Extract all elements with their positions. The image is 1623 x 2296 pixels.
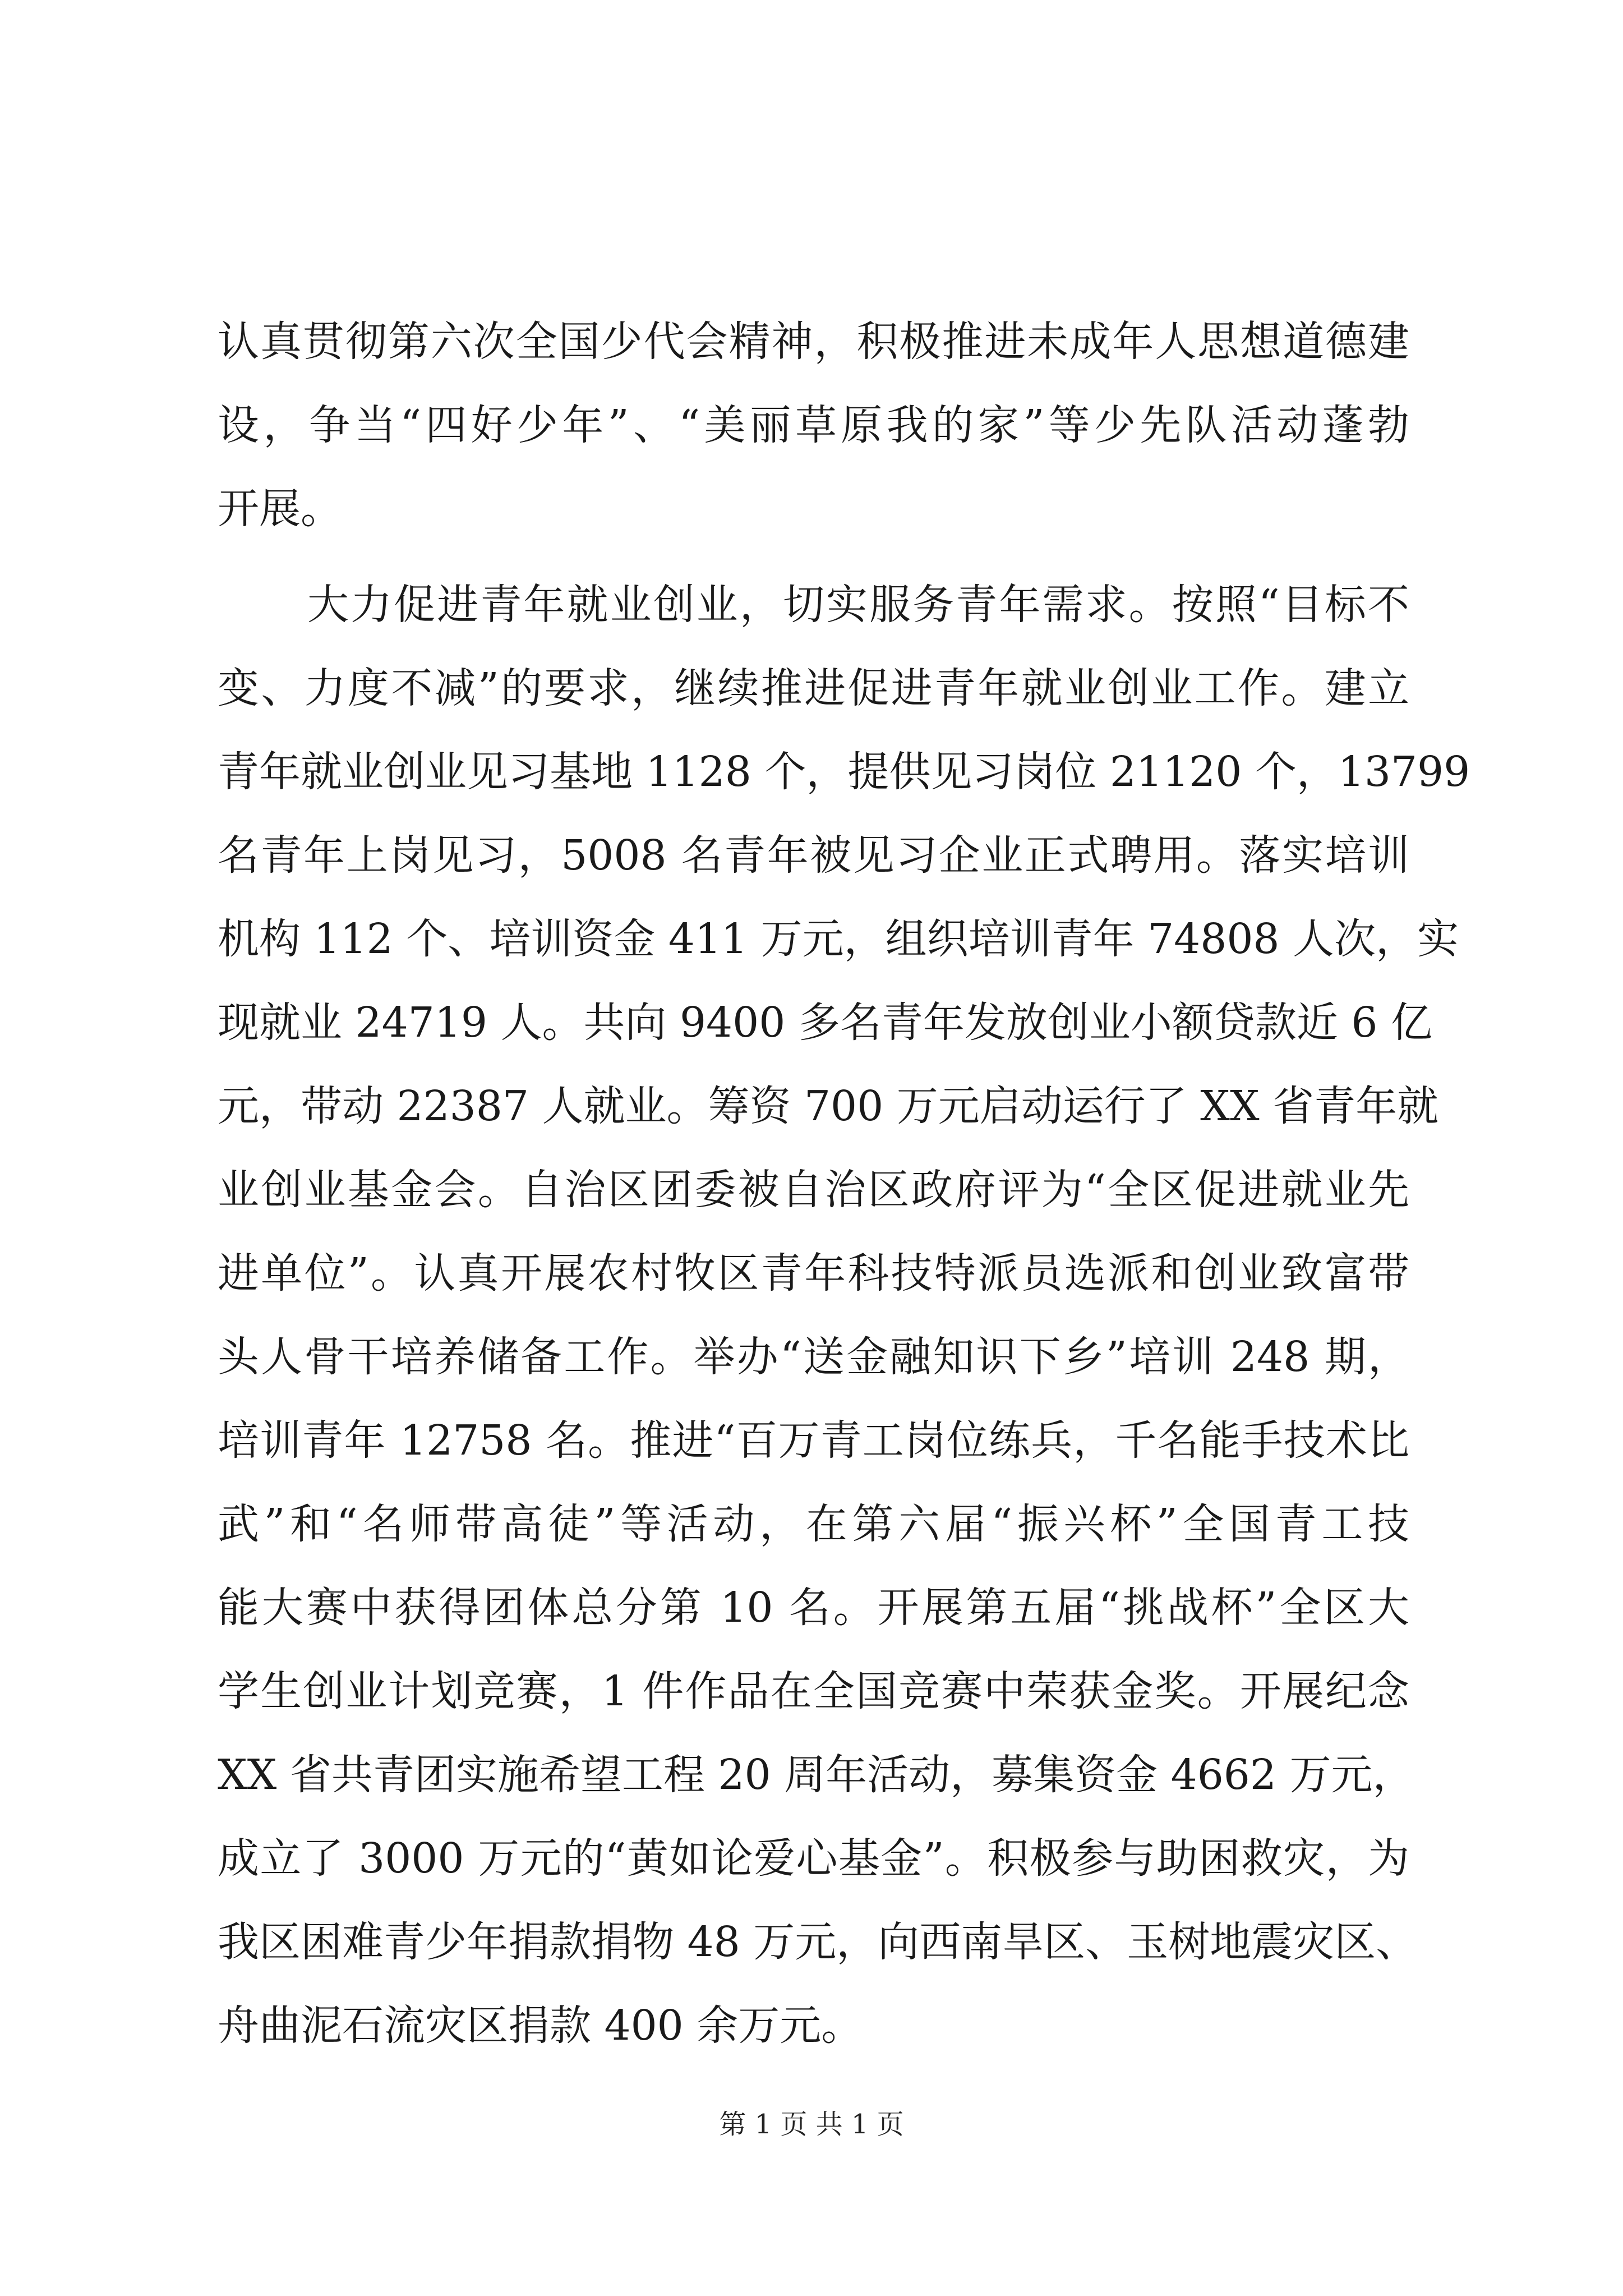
text-line: 头人骨干培养储备工作。举办“送金融知识下乡”培训 248 期， [218, 1333, 1409, 1381]
text-line: 现就业 24719 人。共向 9400 多名青年发放创业小额贷款近 6 亿 [218, 999, 1432, 1047]
text-line: 开展。 [218, 485, 342, 533]
text-line: XX 省共青团实施希望工程 20 周年活动，募集资金 4662 万元， [218, 1751, 1414, 1799]
text-line: 认真贯彻第六次全国少代会精神，积极推进未成年人思想道德建 [218, 318, 1409, 366]
text-line: 名青年上岗见习，5008 名青年被见习企业正式聘用。落实培训 [218, 831, 1409, 880]
text-line: 业创业基金会。自治区团委被自治区政府评为“全区促进就业先 [218, 1166, 1409, 1214]
text-line: 机构 112 个、培训资金 411 万元，组织培训青年 74808 人次，实 [218, 915, 1459, 963]
text-line: 变、力度不减”的要求，继续推进促进青年就业创业工作。建立 [218, 664, 1409, 712]
text-line: 学生创业计划竞赛，1 件作品在全国竞赛中荣获金奖。开展纪念 [218, 1667, 1409, 1715]
paragraph-gap [218, 551, 1409, 563]
text-line: 设，争当“四好少年”、“美丽草原我的家”等少先队活动蓬勃 [218, 401, 1409, 449]
text-line: 能大赛中获得团体总分第 10 名。开展第五届“挑战杯”全区大 [218, 1584, 1409, 1632]
text-line: 培训青年 12758 名。推进“百万青工岗位练兵，千名能手技术比 [218, 1416, 1409, 1465]
document-body [218, 300, 1470, 2068]
text-line: 武”和“名师带高徒”等活动，在第六届“振兴杯”全国青工技 [218, 1500, 1409, 1548]
paragraph-1 [218, 300, 1409, 551]
text-line: 我区困难青少年捐款捐物 48 万元，向西南旱区、玉树地震灾区、 [218, 1918, 1418, 1966]
text-line: 元，带动 22387 人就业。筹资 700 万元启动运行了 XX 省青年就 [218, 1082, 1439, 1130]
text-line: 舟曲泥石流灾区捐款 400 余万元。 [218, 2001, 863, 2050]
page-footer: 第 1 页 共 1 页 [719, 2109, 904, 2140]
text-line: 进单位”。认真开展农村牧区青年科技特派员选派和创业致富带 [218, 1249, 1409, 1297]
paragraph-2 [218, 563, 1470, 2068]
text-line: 大力促进青年就业创业，切实服务青年需求。按照“目标不 [307, 581, 1409, 629]
text-line: 青年就业创业见习基地 1128 个，提供见习岗位 21120 个，13799 [218, 748, 1470, 796]
text-line: 成立了 3000 万元的“黄如论爱心基金”。积极参与助困救灾，为 [218, 1834, 1409, 1883]
